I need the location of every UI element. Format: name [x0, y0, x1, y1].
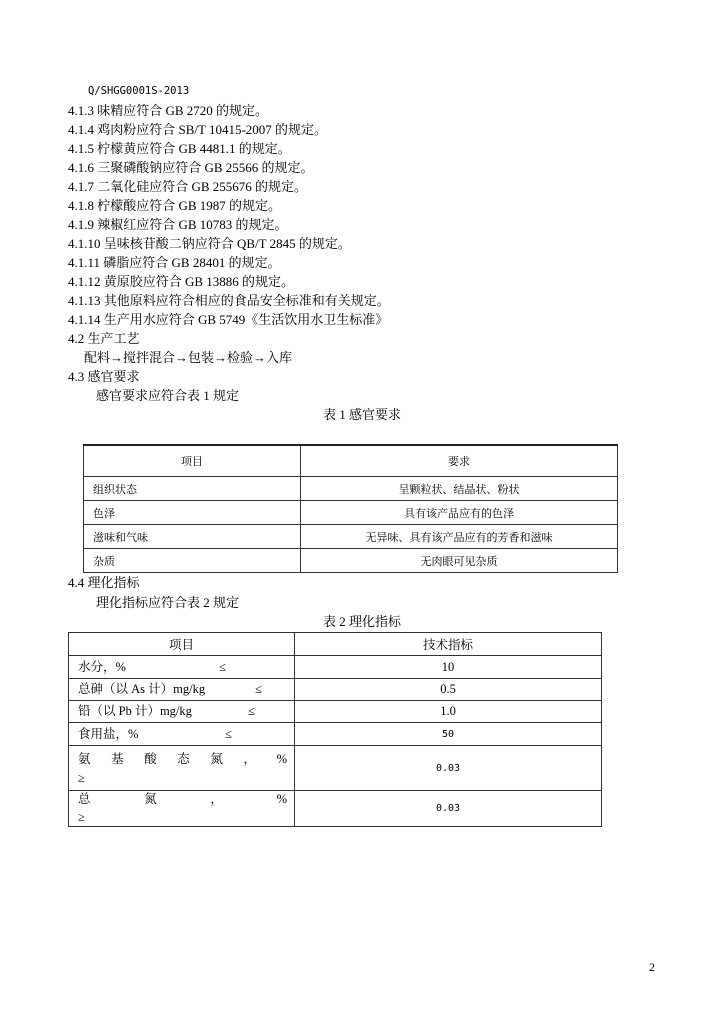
clause-4-1-4: 4.1.4 鸡肉粉应符合 SB/T 10415-2007 的规定。 [68, 122, 328, 137]
physchem-intro: 理化指标应符合表 2 规定 [96, 594, 240, 610]
table-1-caption: 表 1 感官要求 [322, 407, 401, 422]
table-2-caption: 表 2 理化指标 [322, 614, 401, 629]
item-label: 食用盐，% [78, 726, 139, 741]
item-cell [69, 679, 295, 701]
item-cell: 组织状态 [84, 477, 301, 501]
value-cell: 10 [295, 656, 602, 679]
process-flow: 配料→搅拌混合→包装→检验→入库 [84, 350, 293, 365]
item-cell: 色泽 [84, 501, 301, 525]
requirements-text-block [68, 82, 656, 424]
item-label: 氨基酸态氮，% [78, 751, 287, 766]
value-cell: 50 [295, 723, 602, 746]
page-number: 2 [649, 960, 655, 974]
item-cell: 杂质 [84, 549, 301, 573]
clause-4-1-9: 4.1.9 辣椒红应符合 GB 10783 的规定。 [68, 217, 288, 232]
value-cell: 0.03 [295, 746, 602, 791]
table-header-row [84, 445, 618, 477]
table-row [69, 723, 602, 746]
item-label: 总氮，% [78, 792, 287, 806]
item-label: 水分，% [78, 659, 126, 674]
limit-symbol: ≥ [78, 770, 85, 785]
item-cell [69, 656, 295, 679]
table-row [69, 746, 602, 791]
table-row [69, 701, 602, 723]
section-heading-4-3: 4.3 感官要求 [68, 369, 140, 384]
limit-symbol: ≤ [225, 726, 232, 741]
table-row [84, 549, 618, 573]
limit-symbol: ≥ [78, 809, 85, 824]
item-label: 总砷（以 As 计）mg/kg [78, 682, 206, 696]
limit-symbol: ≤ [248, 704, 255, 718]
clause-4-1-14: 4.1.14 生产用水应符合 GB 5749《生活饮用水卫生标准》 [68, 312, 389, 327]
clause-4-1-5: 4.1.5 柠檬黄应符合 GB 4481.1 的规定。 [68, 141, 291, 156]
clause-4-1-11: 4.1.11 磷脂应符合 GB 28401 的规定。 [68, 255, 281, 270]
clause-4-1-7: 4.1.7 二氧化硅应符合 GB 255676 的规定。 [68, 179, 308, 194]
physchem-text-block [68, 573, 656, 632]
clause-4-1-10: 4.1.10 呈味核苷酸二钠应符合 QB/T 2845 的规定。 [68, 236, 351, 251]
table-header-row [69, 633, 602, 656]
sensory-intro: 感官要求应符合表 1 规定 [96, 388, 240, 403]
item-cell [69, 791, 295, 827]
requirement-cell: 具有该产品应有的色泽 [301, 501, 618, 525]
clause-4-1-13: 4.1.13 其他原料应符合相应的食品安全标准和有关规定。 [68, 293, 390, 308]
item-cell: 滋味和气味 [84, 525, 301, 549]
section-heading-4-2: 4.2 生产工艺 [68, 331, 140, 346]
requirement-cell: 无肉眼可见杂质 [301, 549, 618, 573]
limit-symbol: ≤ [219, 659, 226, 674]
clause-4-1-3: 4.1.3 味精应符合 GB 2720 的规定。 [68, 103, 269, 118]
requirement-cell: 呈颗粒状、结晶状、粉状 [301, 477, 618, 501]
clause-4-1-6: 4.1.6 三聚磷酸钠应符合 GB 25566 的规定。 [68, 160, 314, 175]
table-row [69, 791, 602, 827]
item-cell [69, 746, 295, 791]
column-header-item: 项目 [84, 445, 301, 477]
table-row [84, 525, 618, 549]
table-row [69, 656, 602, 679]
value-cell: 0.03 [295, 791, 602, 827]
table-row [84, 477, 618, 501]
item-label: 铅（以 Pb 计）mg/kg [78, 704, 192, 718]
clause-4-1-8: 4.1.8 柠檬酸应符合 GB 1987 的规定。 [68, 198, 282, 213]
column-header-requirement: 要求 [301, 445, 618, 477]
section-heading-4-4: 4.4 理化指标 [68, 575, 140, 590]
table-row [84, 501, 618, 525]
clause-4-1-12: 4.1.12 黄原胶应符合 GB 13886 的规定。 [68, 274, 295, 289]
limit-symbol: ≤ [255, 682, 262, 696]
physchem-indicators-table [68, 632, 602, 827]
sensory-requirements-table [83, 444, 618, 573]
requirement-cell: 无异味、具有该产品应有的芳香和滋味 [301, 525, 618, 549]
column-header-indicator: 技术指标 [295, 633, 602, 656]
column-header-item: 项目 [69, 633, 295, 656]
item-cell [69, 723, 295, 746]
value-cell: 1.0 [295, 701, 602, 723]
standard-code: Q/SHGG0001S-2013 [88, 85, 190, 97]
table-row [69, 679, 602, 701]
item-cell [69, 701, 295, 723]
value-cell: 0.5 [295, 679, 602, 701]
